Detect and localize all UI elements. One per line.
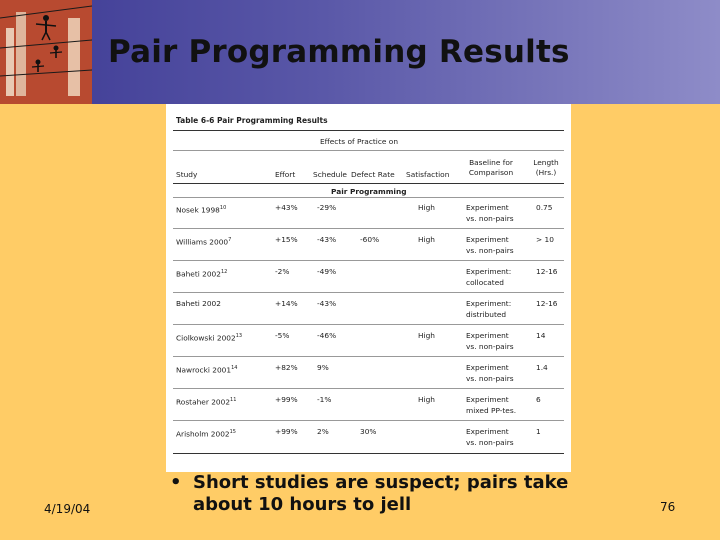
table-cell-length: 1.4	[536, 363, 548, 372]
section-label: Pair Programming	[331, 187, 407, 196]
col-header-schedule: Schedule	[313, 170, 347, 179]
col-header-defect: Defect Rate	[351, 170, 395, 179]
table-cell-schedule: 2%	[317, 427, 329, 436]
citation-superscript: 14	[231, 365, 238, 371]
table-cell-effort: +99%	[275, 395, 298, 404]
table-cell-baseline1: Experiment	[466, 331, 509, 340]
citation-superscript: 11	[230, 397, 237, 403]
table-cell-baseline2: vs. non-pairs	[466, 246, 514, 255]
group-header: Effects of Practice on	[320, 137, 399, 146]
header-rule	[173, 150, 564, 151]
table-cell-baseline2: vs. non-pairs	[466, 214, 514, 223]
col-header-baseline: Baseline for Comparison	[468, 158, 514, 177]
slide-title: Pair Programming Results	[108, 34, 570, 70]
table-cell-length: > 10	[536, 235, 554, 244]
table-cell-length: 14	[536, 331, 546, 340]
row-divider	[173, 356, 564, 357]
bullet-marker: •	[170, 472, 182, 493]
table-cell-length: 6	[536, 395, 541, 404]
table-cell-schedule: -46%	[317, 331, 337, 340]
table-cell-effort: +43%	[275, 203, 298, 212]
row-divider	[173, 420, 564, 421]
table-cell-baseline1: Experiment	[466, 395, 509, 404]
table-cell-study: Nosek 1998$^{10}$	[176, 205, 227, 215]
citation-superscript: 15	[229, 429, 236, 435]
row-divider	[173, 388, 564, 389]
table-cell-satisfaction: High	[418, 395, 435, 404]
table-cell-schedule: -1%	[317, 395, 332, 404]
table-cell-satisfaction: High	[418, 331, 435, 340]
table-cell-study: Rostaher 2002$^{11}$	[176, 397, 237, 407]
citation-superscript: 10	[219, 205, 227, 211]
citation-superscript: 13	[235, 333, 243, 339]
table-cell-study: Ciolkowski 2002$^{13}$	[176, 333, 243, 343]
table-cell-study: Baheti 2002	[176, 299, 221, 308]
page-number: 76	[660, 500, 676, 514]
bullet-text: Short studies are suspect; pairs take about 10 hours to jell	[193, 472, 569, 515]
table-cell-effort: +82%	[275, 363, 298, 372]
table-cell-baseline1: Experiment	[466, 427, 509, 436]
row-divider	[173, 228, 564, 229]
table-cell-effort: -5%	[275, 331, 290, 340]
table-cell-effort: +14%	[275, 299, 298, 308]
table-cell-length: 12-16	[536, 267, 558, 276]
title-bar	[0, 0, 720, 104]
table-cell-baseline1: Experiment:	[466, 299, 512, 308]
table-top-rule	[173, 130, 564, 131]
tightrope-walker-icon	[0, 0, 92, 104]
table-cell-schedule: 9%	[317, 363, 329, 372]
table-cell-baseline2: mixed PP-tes.	[466, 406, 517, 415]
table-bottom-rule	[173, 453, 564, 454]
col-header-study: Study	[176, 170, 198, 179]
table-cell-length: 1	[536, 427, 541, 436]
slide-date: 4/19/04	[44, 502, 91, 516]
table-cell-schedule: -43%	[317, 235, 337, 244]
table-cell-baseline1: Experiment:	[466, 267, 512, 276]
col-header-length: Length (Hrs.)	[533, 158, 559, 177]
table-cell-baseline2: vs. non-pairs	[466, 342, 514, 351]
table-cell-length: 12-16	[536, 299, 558, 308]
table-cell-baseline1: Experiment	[466, 235, 509, 244]
table-cell-baseline2: vs. non-pairs	[466, 374, 514, 383]
table-cell-satisfaction: High	[418, 235, 435, 244]
table-cell-defect: -60%	[360, 235, 380, 244]
table-cell-baseline2: vs. non-pairs	[466, 438, 514, 447]
table-cell-schedule: -43%	[317, 299, 337, 308]
table-cell-satisfaction: High	[418, 203, 435, 212]
col-header-effort: Effort	[275, 170, 296, 179]
table-cell-baseline2: distributed	[466, 310, 507, 319]
table-cell-effort: +15%	[275, 235, 298, 244]
col-header-satisfaction: Satisfaction	[406, 170, 450, 179]
table-cell-study: Williams 2000$^7$	[176, 237, 232, 247]
table-cell-length: 0.75	[536, 203, 553, 212]
row-divider	[173, 260, 564, 261]
table-cell-defect: 30%	[360, 427, 377, 436]
citation-superscript: 12	[220, 269, 228, 275]
table-cell-baseline2: collocated	[466, 278, 504, 287]
table-cell-schedule: -49%	[317, 267, 337, 276]
logo-image	[0, 0, 92, 104]
section-rule	[173, 197, 564, 198]
table-cell-baseline1: Experiment	[466, 203, 509, 212]
table-cell-baseline1: Experiment	[466, 363, 509, 372]
table-cell-effort: -2%	[275, 267, 290, 276]
table-caption: Table 6-6 Pair Programming Results	[176, 116, 328, 125]
header-bottom-rule	[173, 183, 564, 184]
citation-superscript: 7	[228, 237, 232, 243]
row-divider	[173, 324, 564, 325]
table-cell-schedule: -29%	[317, 203, 337, 212]
table-cell-study: Baheti 2002$^{12}$	[176, 269, 228, 279]
table-cell-study: Nawrocki 2001$^{14}$	[176, 365, 238, 375]
table-cell-study: Arisholm 2002$^{15}$	[176, 429, 236, 439]
table-cell-effort: +99%	[275, 427, 298, 436]
row-divider	[173, 292, 564, 293]
